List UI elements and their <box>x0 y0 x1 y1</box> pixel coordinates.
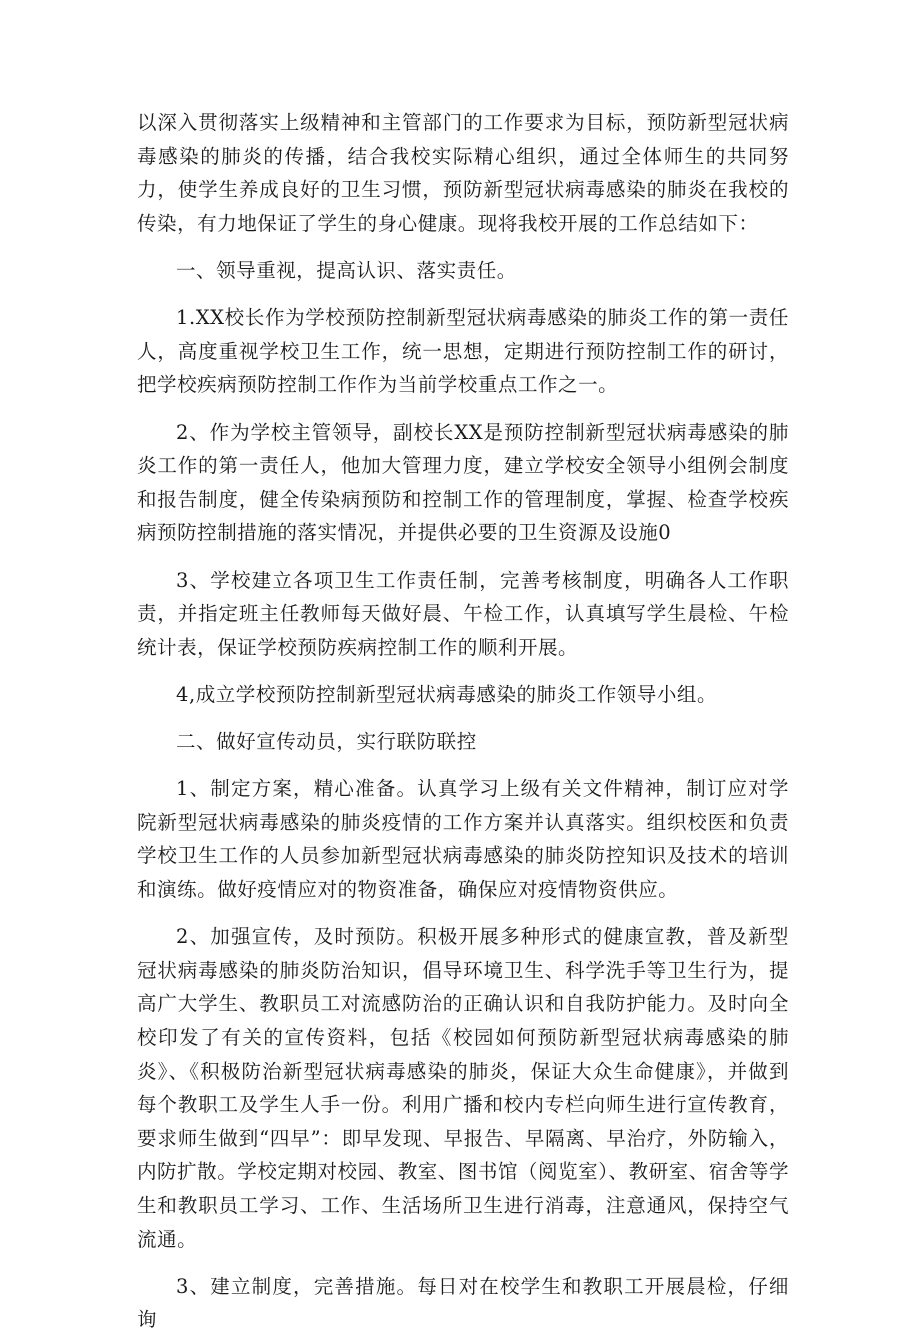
intro-paragraph: 以深入贯彻落实上级精神和主管部门的工作要求为目标，预防新型冠状病毒感染的肺炎的传播，结合我校实际精心组织，通过全体师生的共同努力，使学生养成良好的卫生习惯，预防新型冠状病毒感染的肺炎在我校的传染，有力地保证了学生的身心健康。现将我校开展的工作总结如下： <box>137 111 789 235</box>
document-body <box>137 106 789 1337</box>
paragraph-2-1: 1、制定方案，精心准备。认真学习上级有关文件精神，制订应对学院新型冠状病毒感染的肺炎疫情的工作方案并认真落实。组织校医和负责学校卫生工作的人员参加新型冠状病毒感染的肺炎防控知识及技术的培训和演练。做好疫情应对的物资准备，确保应对疫情物资供应。 <box>137 777 789 902</box>
paragraph-1-4: 4,成立学校预防控制新型冠状病毒感染的肺炎工作领导小组。 <box>176 682 718 706</box>
paragraph-1-3: 3、学校建立各项卫生工作责任制，完善考核制度，明确各人工作职责，并指定班主任教师每天做好晨、午检工作，认真填写学生晨检、午检统计表，保证学校预防疾病控制工作的顺利开展。 <box>137 568 789 659</box>
paragraph-1-2: 2、作为学校主管领导，副校长XX是预防控制新型冠状病毒感染的肺炎工作的第一责任人，他加大管理力度，建立学校安全领导小组例会制度和报告制度，健全传染病预防和控制工作的管理制度，掌握、检查学校疾病预防控制措施的落实情况，并提供必要的卫生资源及设施0 <box>137 420 789 545</box>
section-heading-2: 二、做好宣传动员，实行联防联控 <box>176 730 477 754</box>
section-heading-1: 一、领导重视，提高认识、落实责任。 <box>176 258 517 282</box>
paragraph-2-3: 3、建立制度，完善措施。每日对在校学生和教职工开展晨检，仔细询 <box>137 1274 789 1332</box>
paragraph-2-2: 2、加强宣传，及时预防。积极开展多种形式的健康宣教，普及新型冠状病毒感染的肺炎防治知识，倡导环境卫生、科学洗手等卫生行为，提高广大学生、教职员工对流感防治的正确认识和自我防护能力。及时向全校印发了有关的宣传资料，包括《校园如何预防新型冠状病毒感染的肺炎》、《积极防治新型冠状病毒感染的肺炎，保证大众生命健康》，并做到每个教职工及学生人手一份。利用广播和校内专栏向师生进行宣传教育，要求师生做到“四早”：即早发现、早报告、早隔离、早治疗，外防输入，内防扩散。学校定期对校园、教室、图书馆（阅览室）、教研室、宿舍等学生和教职员工学习、工作、生活场所卫生进行消毒，注意通风，保持空气流通。 <box>137 925 789 1251</box>
paragraph-1-1: 1.XX校长作为学校预防控制新型冠状病毒感染的肺炎工作的第一责任人，高度重视学校卫生工作，统一思想，定期进行预防控制工作的研讨，把学校疾病预防控制工作作为当前学校重点工作之一。 <box>137 306 789 397</box>
